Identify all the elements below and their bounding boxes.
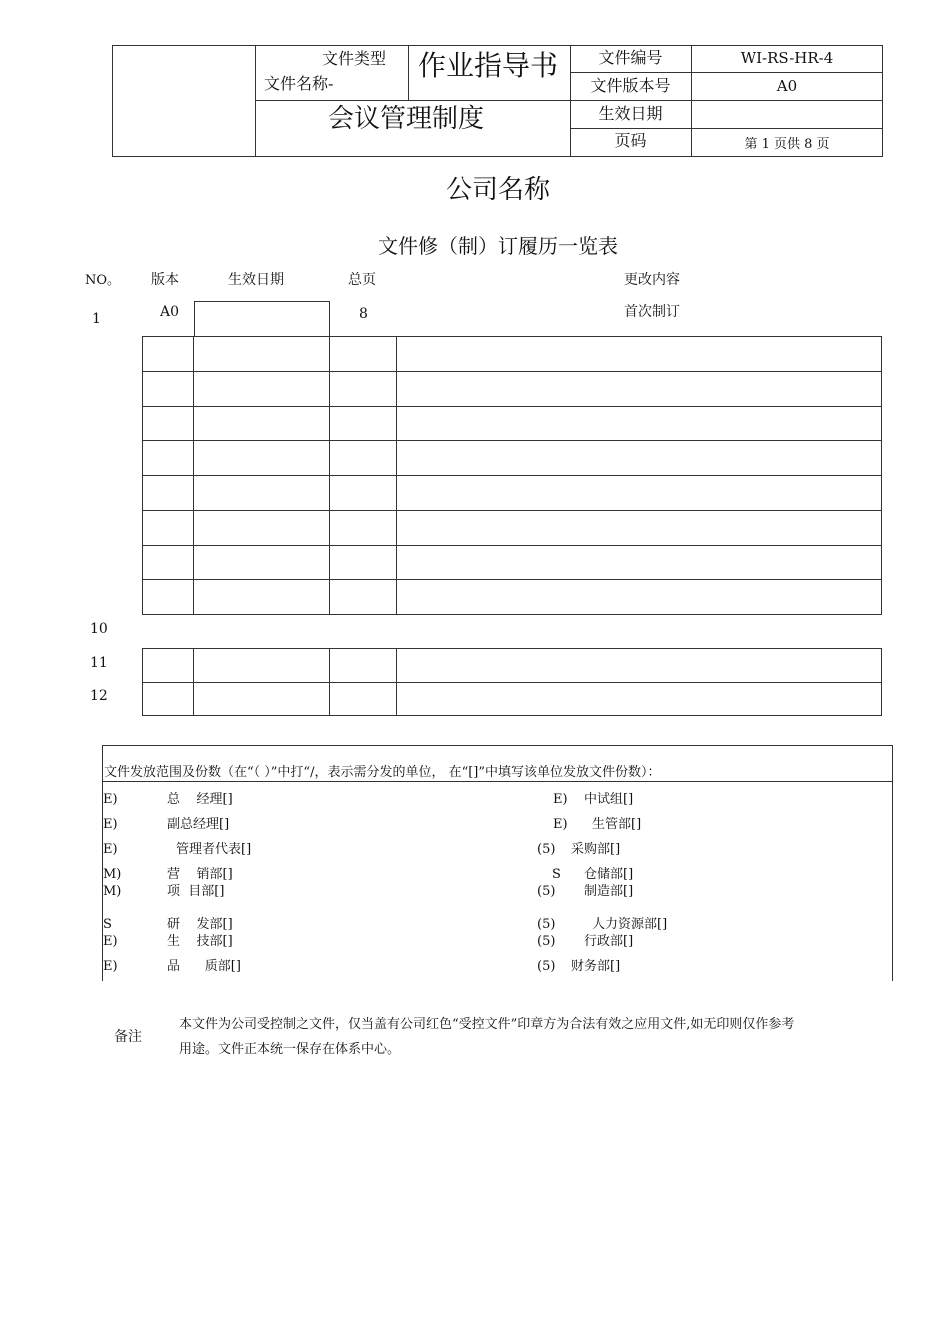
distribution-header-divider [102, 781, 893, 782]
dist-mark: E) [553, 817, 568, 832]
grid-row-line [142, 475, 882, 476]
grid-row-line [142, 510, 882, 511]
doc-version-label: 文件版本号 [590, 76, 671, 95]
col-header-date: 生效日期 [228, 272, 284, 288]
col-header-no: NO。 [85, 273, 121, 288]
dist-dept-quality: 品 质部[] [167, 959, 241, 974]
page-number-label: 页码 [614, 131, 647, 150]
dist-mark: M) [103, 884, 122, 899]
dist-dept-hr: 人力资源部[] [592, 917, 668, 932]
dist-mark: S [552, 867, 561, 882]
effective-date-label: 生效日期 [598, 104, 663, 123]
doc-name-value: 会议管理制度 [328, 104, 485, 134]
page-number-value: 第 1 页供 8 页 [744, 137, 830, 152]
doc-number-value: WI-RS-HR-4 [740, 49, 834, 67]
dist-dept-manufacturing: 制造部[] [584, 884, 634, 899]
dist-dept-admin: 行政部[] [584, 934, 634, 949]
grid-row-line [142, 682, 882, 683]
dist-mark: (5) [537, 884, 556, 899]
dist-dept-project: 项 目部[] [167, 884, 225, 899]
remark-label: 备注 [114, 1029, 142, 1045]
distribution-header: 文件发放范围及份数（在“（ ）”中打“/，表示需分发的单位， 在“[]”中填写该单位发放文件份数）： [104, 765, 661, 780]
remark-line-2: 用途。文件正本统一保存在体系中心。 [179, 1042, 401, 1057]
dist-mark: E) [103, 959, 118, 974]
dist-mark: S [103, 917, 112, 932]
dist-mark: (5) [537, 959, 556, 974]
field-row-divider-1 [570, 72, 883, 73]
grid-row-line [142, 440, 882, 441]
field-row-divider-3 [570, 128, 883, 129]
dist-dept-rnd: 研 发部[] [167, 917, 233, 932]
history-title: 文件修（制）订履历一览表 [378, 234, 618, 258]
col-header-version: 版本 [151, 272, 179, 288]
doc-name-label: 文件名称- [264, 74, 334, 93]
remark-line-1: 本文件为公司受控制之文件，仅当盖有公司红色“受控文件”印章方为合法有效之应用文件,如无印则仅作参考 [179, 1017, 795, 1032]
dist-mark: (5) [537, 934, 556, 949]
dist-dept-warehouse: 仓储部[] [584, 867, 634, 882]
logo-cell-divider [255, 45, 256, 157]
row-version: A0 [160, 304, 180, 320]
dist-dept-sales: 营 销部[] [167, 867, 233, 882]
doc-number-label: 文件编号 [598, 48, 663, 67]
doc-type-left-divider [408, 45, 409, 100]
grid-row-line [142, 371, 882, 372]
dist-dept-pilot-group: 中试组[] [584, 792, 634, 807]
company-name: 公司名称 [445, 175, 550, 205]
dist-dept-deputy-gm: 副总经理[] [167, 817, 230, 832]
dist-dept-production-mgmt: 生管部[] [592, 817, 642, 832]
dist-mark: E) [103, 792, 118, 807]
col-header-content: 更改内容 [624, 272, 680, 288]
doc-type-value: 作业指导书 [418, 49, 559, 82]
dist-mark: (5) [537, 842, 556, 857]
field-row-divider-2 [570, 100, 883, 101]
title-row-divider [255, 100, 570, 101]
dist-dept-purchasing: 采购部[] [571, 842, 621, 857]
dist-dept-general-manager: 总 经理[] [167, 792, 233, 807]
doc-version-value: A0 [776, 77, 798, 95]
distribution-top-border [102, 745, 893, 746]
grid-row-line [142, 545, 882, 546]
grid-row-line [142, 406, 882, 407]
dist-mark: M) [103, 867, 122, 882]
col-header-pages: 总页 [348, 272, 376, 288]
row-number-10: 10 [90, 621, 108, 637]
dist-mark: (5) [537, 917, 556, 932]
row-number-11: 11 [90, 655, 108, 671]
dist-dept-finance: 财务部[] [571, 959, 621, 974]
row-number-12: 12 [90, 688, 108, 704]
dist-mark: E) [103, 842, 118, 857]
dist-mark: E) [103, 934, 118, 949]
row-date-cell [194, 301, 330, 337]
grid-row-line [142, 579, 882, 580]
dist-dept-management-rep: 管理者代表[] [176, 842, 252, 857]
dist-mark: E) [103, 817, 118, 832]
dist-dept-production-tech: 生 技部[] [167, 934, 233, 949]
row-content: 首次制订 [624, 304, 680, 320]
row-pages: 8 [359, 306, 368, 322]
doc-type-label: 文件类型 [322, 49, 387, 68]
row-no: 1 [92, 311, 101, 327]
dist-mark: E) [553, 792, 568, 807]
